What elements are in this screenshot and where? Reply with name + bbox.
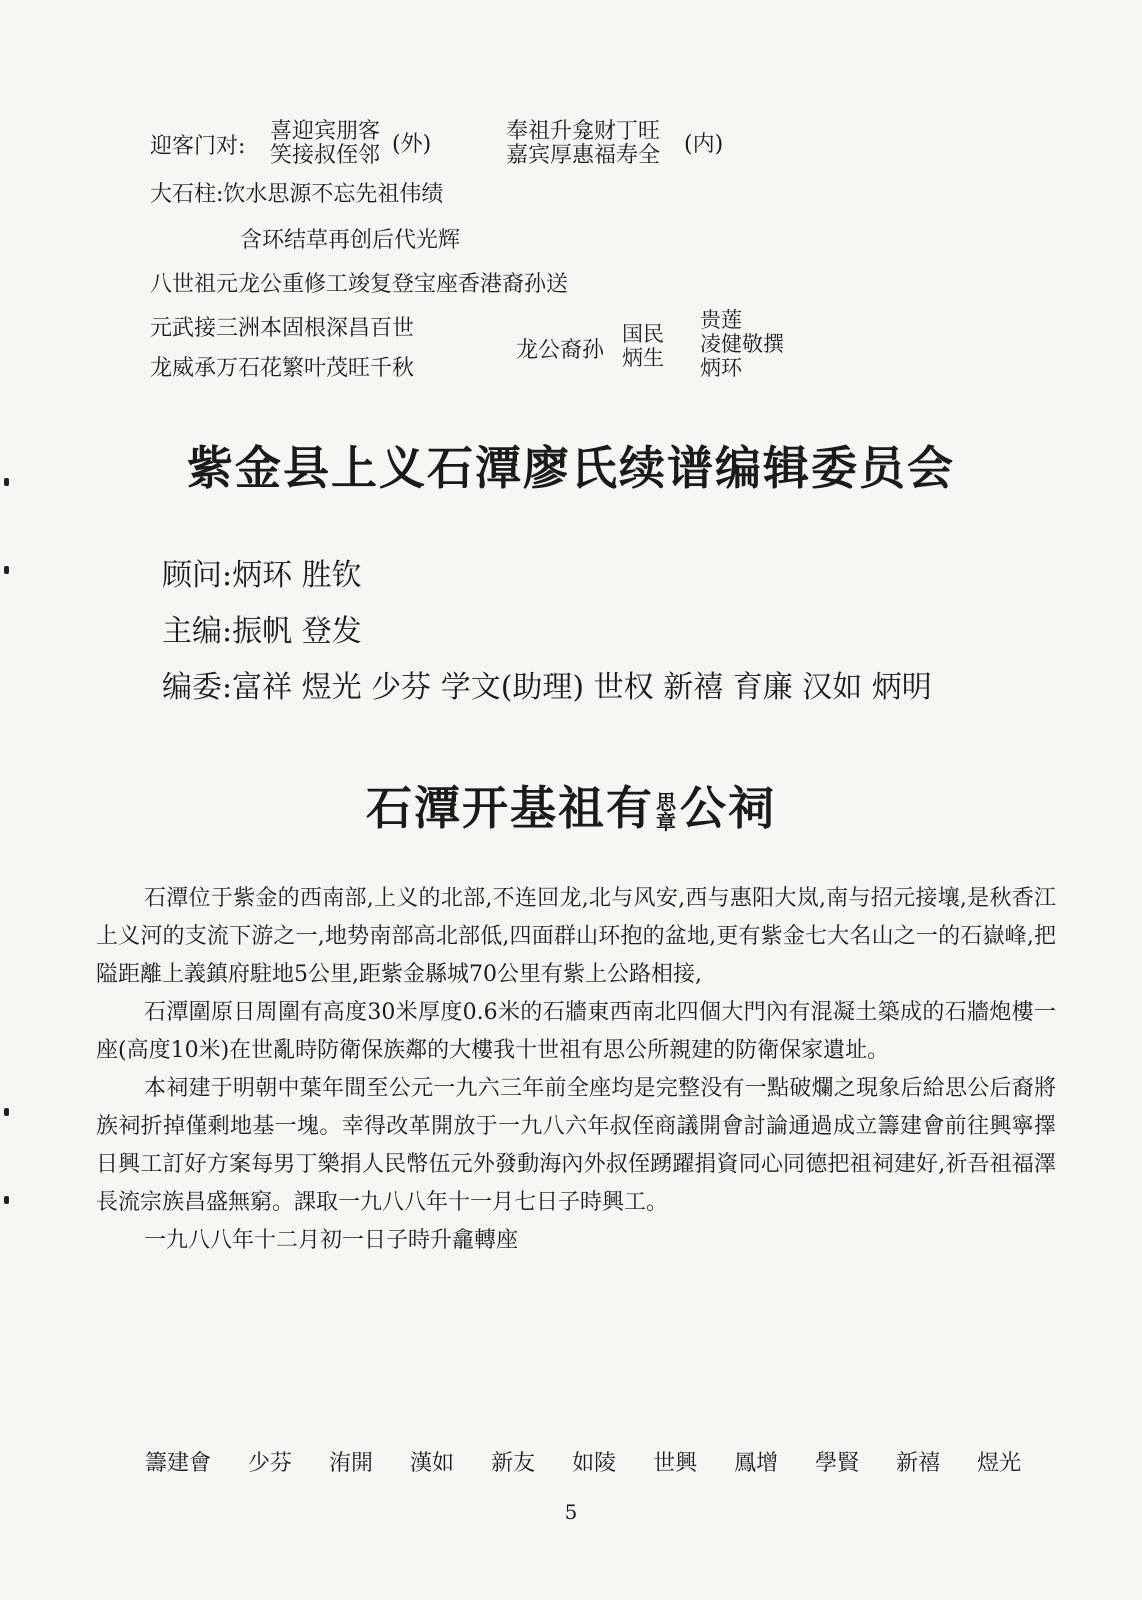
temple-paragraph-2: 石潭圍原日周圍有高度30米厚度0.6米的石牆東西南北四個大門內有混凝土築成的石牆炮樓一座(高度10米)在世亂時防衛保族鄰的大樓我十世祖有思公所親建的防衛保家遺址。 [96,1000,1056,1063]
donor-name: 国民 [622,322,664,346]
scan-mark [4,1108,9,1116]
list-item: 世興 [653,1451,698,1476]
door-outer-line2: 笑接叔侄邻 [270,143,381,168]
committee-members: 编委:富祥 煜光 少芬 学文(助理) 世权 新禧 育廉 汉如 炳明 [162,670,932,705]
donor-prefix: 龙公裔孙 [516,338,605,363]
list-item: 新友 [491,1451,536,1476]
temple-title-stack-top: 思 [656,790,678,814]
list-item: 新禧 [896,1451,941,1476]
list-item: 鳳增 [734,1451,779,1476]
temple-title-prefix: 石潭开基祖有 [366,781,654,835]
page-number: 5 [564,1500,578,1524]
door-inner-line1: 奉祖升龛财丁旺 [506,119,661,144]
list-item: 學賢 [815,1451,860,1476]
scan-mark [4,566,9,574]
temple-paragraph-1: 石潭位于紫金的西南部,上义的北部,不连回龙,北与风安,西与惠阳大岚,南与招元接壤,是秋香江上义河的支流下游之一,地势南部高北部低,四面群山环抱的盆地,更有紫金七大名山之一的石嶽峰,把隘距離上義鎮府駐地5公里,距紫金縣城70公里有紫上公路相接, [96,886,1056,987]
gift-couplet-line2: 龙威承万石花繁叶茂旺千秋 [150,356,415,381]
door-couplet-label: 迎客门对: [150,134,246,159]
committee-advisors: 顾问:炳环 胜钦 [162,558,362,593]
temple-title [0,772,1142,838]
list-item: 洧開 [329,1451,374,1476]
donor-name: 炳环 [700,356,742,380]
door-couplet-inner [506,120,660,168]
door-outer-tag: (外) [392,132,432,157]
temple-title-stack-bottom: 章 [656,810,678,834]
list-item: 如陵 [572,1451,617,1476]
list-item: 籌建會 [145,1451,212,1476]
list-item: 漢如 [410,1451,455,1476]
temple-paragraph-4: 一九八八年十二月初一日子時升龕轉座 [144,1228,519,1253]
pillar-couplet-line1: 大石柱:饮水思源不忘先祖伟绩 [150,182,444,207]
building-committee-list [145,1446,1051,1477]
donor-name: 贵莲 [700,308,742,332]
donor-name: 凌健敬撰 [700,332,784,356]
gift-couplet-line1: 元武接三洲本固根深昌百世 [150,316,415,341]
temple-title-suffix: 公祠 [680,781,776,835]
temple-paragraph-3: 本祠建于明朝中葉年間至公元一九六三年前全座均是完整没有一點破爛之現象后給思公后裔將族祠折掉僅剩地基一塊。幸得改革開放于一九八六年叔侄商議開會討論通過成立籌建會前往興寧擇日興工訂好方案每男丁樂捐人民幣伍元外發動海內外叔侄踴躍捐資同心同德把祖祠建好,祈吾祖福澤長流宗族昌盛無窮。課取一九八八年十一月七日子時興工。 [96,1076,1056,1215]
ancestor-note: 八世祖元龙公重修工竣复登宝座香港裔孙送 [150,272,569,297]
door-couplet-outer [270,120,380,168]
temple-body [96,880,1056,1260]
list-item: 少芬 [248,1451,293,1476]
pillar-couplet-line2: 含环结草再创后代光辉 [240,228,461,253]
donor-names-b [700,308,784,380]
scan-mark [4,1196,9,1204]
door-inner-tag: (内) [684,132,724,157]
temple-title-stack [656,792,678,832]
door-outer-line1: 喜迎宾朋客 [270,119,381,144]
door-inner-line2: 嘉宾厚惠福寿全 [506,143,661,168]
committee-editors: 主编:振帆 登发 [162,614,362,649]
donor-name: 炳生 [622,346,664,370]
list-item: 煜光 [977,1451,1022,1476]
committee-title: 紫金县上义石潭廖氏续谱编辑委员会 [187,441,955,495]
donor-names-a [622,322,664,370]
